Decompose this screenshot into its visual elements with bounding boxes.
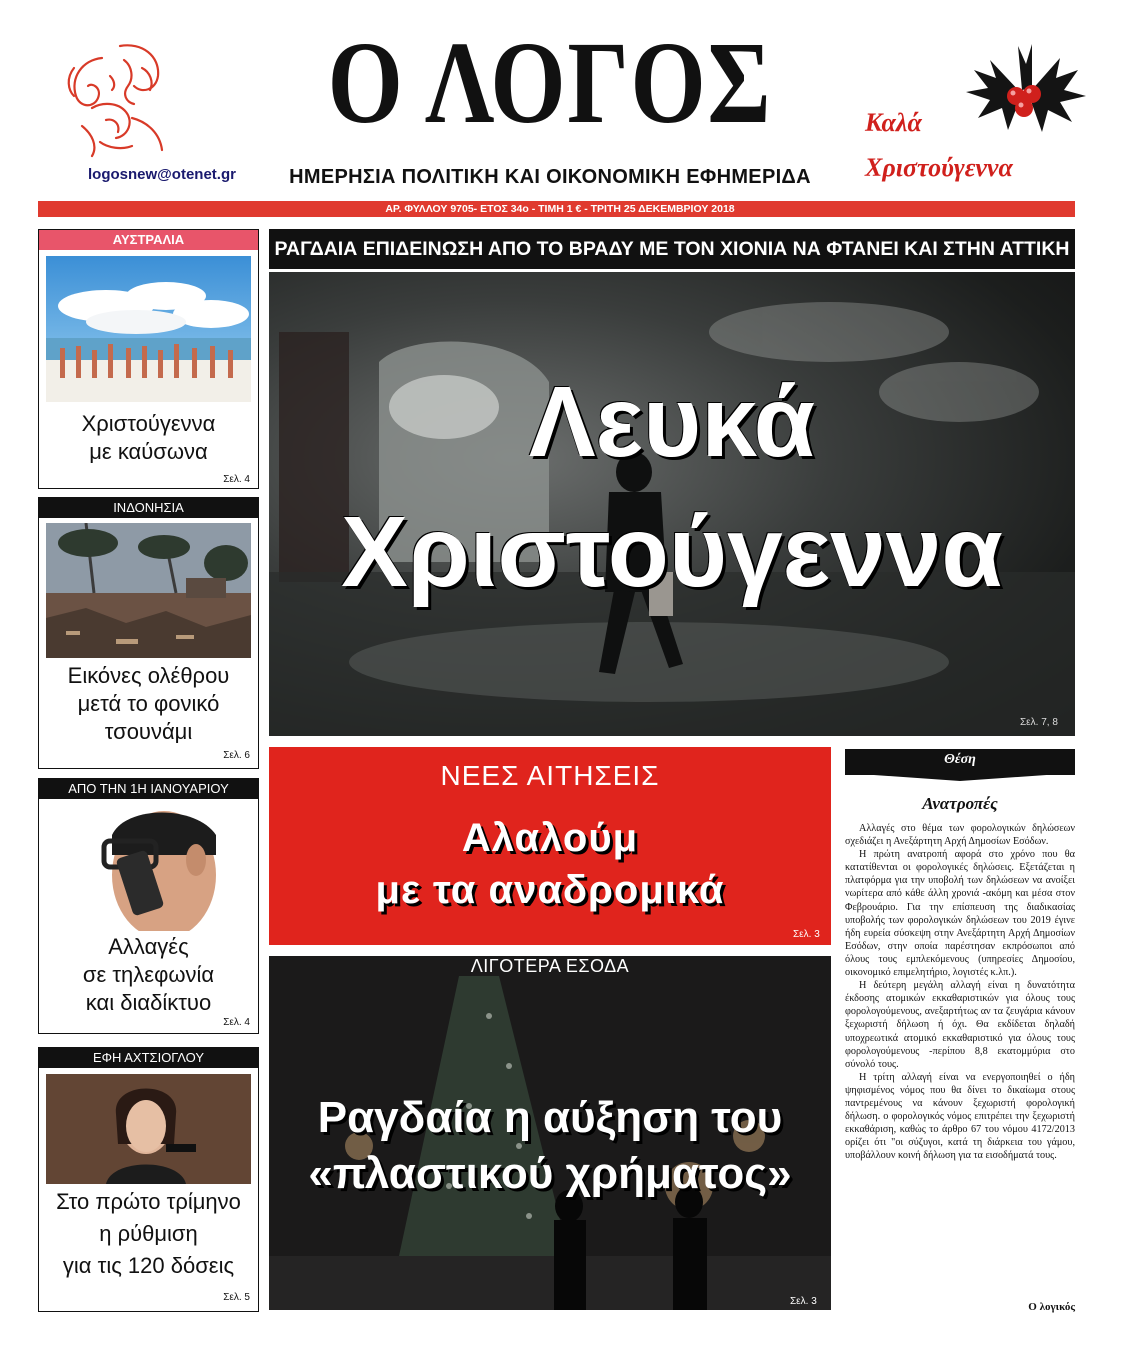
greeting-line-1: Καλά — [865, 108, 922, 137]
newspaper-subtitle: ΗΜΕΡΗΣΙΑ ΠΟΛΙΤΙΚΗ ΚΑΙ ΟΙΚΟΝΟΜΙΚΗ ΕΦΗΜΕΡΙΔΑ — [289, 166, 811, 188]
opinion-signature: Ο λογικός — [1028, 1301, 1075, 1313]
red-story-kicker: ΝΕΕΣ ΑΙΤΗΣΕΙΣ — [440, 760, 660, 791]
sidebar-story-title: Αλλαγές σε τηλεφωνία και διαδίκτυο — [82, 934, 215, 1015]
main-story-title: Λευκά Χριστούγεννα — [341, 366, 1003, 608]
sidebar-story-telecom[interactable] — [38, 778, 259, 1034]
phone-user-photo — [46, 805, 251, 931]
opinion-paragraph: Η τρίτη αλλαγή είναι να ενεργοποιηθεί ο ήδη ψηφισμένος νόμος που θα δίνει το δικαίωμα στους παντρεμένους να κάνουν ξεχωριστή φορολογική δήλωση. ο φορολογικός νόμος επιτρέπει την ξεχωριστή εκκαθάριση, καθώς το άρθρο 67 του νόμου 4172/2013 ορίζει ότι "οι σύζυγοι, κατά τη διάρκεια του γάμου, υποβάλλουν κοινή δήλωση για τα εισοδήματά τους. — [845, 1071, 1075, 1162]
sidebar-story-label: ΙΝΔΟΝΗΣΙΑ — [39, 498, 258, 518]
sidebar-story-achtsioglou[interactable] — [38, 1047, 259, 1312]
greeting-line-2: Χριστούγεννα — [865, 153, 1013, 182]
page-reference: Σελ. 6 — [223, 750, 250, 761]
holly-icon — [960, 40, 1090, 145]
opinion-body — [845, 822, 1075, 1162]
newspaper-title: Ο ΛΟΓΟΣ — [327, 17, 773, 148]
contact-email: logosnew@otenet.gr — [88, 166, 236, 183]
page-reference: Σελ. 7, 8 — [1020, 717, 1058, 728]
sidebar-story-title: Στο πρώτο τρίμηνο η ρύθμιση για τις 120 δόσεις — [56, 1189, 241, 1278]
sidebar-story-label: ΑΠΟ ΤΗΝ 1Η ΙΑΝΟΥΑΡΙΟΥ — [39, 779, 258, 799]
main-headline-bar: ΡΑΓΔΑΙΑ ΕΠΙΔΕΙΝΩΣΗ ΑΠΟ ΤΟ ΒΡΑΔΥ ΜΕ ΤΟΝ ΧΙΟΝΙΑ ΝΑ ΦΤΑΝΕΙ ΚΑΙ ΣΤΗΝ ΑΤΤΙΚΗ — [269, 229, 1075, 269]
sidebar-story-title: Χριστούγεννα με καύσωνα — [81, 411, 216, 464]
newspaper-logo-illustration — [62, 38, 182, 160]
opinion-section-label: Θέση — [845, 749, 1075, 775]
sidebar-story-label: ΑΥΣΤΡΑΛΙΑ — [39, 230, 258, 250]
politician-photo — [46, 1074, 251, 1184]
opinion-title: Ανατροπές — [922, 794, 998, 813]
opinion-header-pointer — [845, 773, 1075, 781]
page-reference: Σελ. 3 — [790, 1296, 817, 1307]
tsunami-photo — [46, 523, 251, 658]
page-reference: Σελ. 3 — [793, 929, 820, 940]
opinion-paragraph: Αλλαγές στο θέμα των φορολογικών δηλώσεων σχεδιάζει η Ανεξάρτητη Αρχή Δημοσίων Εσόδων. — [845, 823, 1075, 848]
page-reference: Σελ. 5 — [223, 1292, 250, 1303]
sidebar-story-australia[interactable] — [38, 229, 259, 489]
sidebar-story-label: ΕΦΗ ΑΧΤΣΙΟΓΛΟΥ — [39, 1048, 258, 1068]
page-reference: Σελ. 4 — [223, 1017, 250, 1028]
opinion-paragraph: Η δεύτερη μεγάλη αλλαγή είναι η δυνατότητα έκδοσης ατομικών εκκαθαριστικών για όλους τους φορολογούμενους, ανεξαρτήτως αν τα ζευγάρια κάνουν ξεχωριστή δήλωση ή όχι. Θα εκδίδεται δηλαδή υποχρεωτικά ατομικό εκκαθαριστικό για όλους τους φορολογούμενους -περίπου 8,8 εκατομμύρια στο σύνολό τους. — [845, 980, 1075, 1070]
bottom-story-kicker: ΛΙΓΟΤΕΡΑ ΕΣΟΔΑ — [470, 956, 630, 976]
issue-info: ΑΡ. ΦΥΛΛΟΥ 9705- ΕΤΟΣ 34ο - ΤΙΜΗ 1 € - ΤΡΙΤΗ 25 ΔΕΚΕΜΒΡΙΟΥ 2018 — [385, 203, 735, 215]
red-story-title: Αλαλούμ με τα αναδρομικά — [375, 816, 725, 912]
sidebar-story-title: Εικόνες ολέθρου μετά το φονικό τσουνάμι — [67, 663, 230, 744]
page-reference: Σελ. 4 — [223, 474, 250, 485]
beach-photo — [46, 256, 251, 402]
bottom-story-title: Ραγδαία η αύξηση του «πλαστικού χρήματος» — [308, 1093, 792, 1198]
sidebar-story-indonesia[interactable] — [38, 497, 259, 769]
opinion-paragraph: Η πρώτη ανατροπή αφορά στο χρόνο που θα κατατίθενται οι φορολογικές δηλώσεις. Εξετάζεται η πλατφόρμα για την υποβολή των δηλώσεων να ανοίξει νωρίτερα από κάθε άλλη χρονιά -ακόμη και μέσα στον Φεβρουάριο. Για την επίσπευση της διαδικασίας υποβολής των φορολογικών δηλώσεων του 2019 έγινε ήδη ευρεία σύσκεψη στην Ανεξάρτητη Αρχή Δημοσίων Εσόδων, στην οποία παρέστησαν εκπρόσωποι από όλους τους εμπλεκόμενους (υπηρεσίες Δημοσίου, οικονομικό επιμελητήριο, λογιστές κ.λπ.). — [845, 849, 1075, 979]
